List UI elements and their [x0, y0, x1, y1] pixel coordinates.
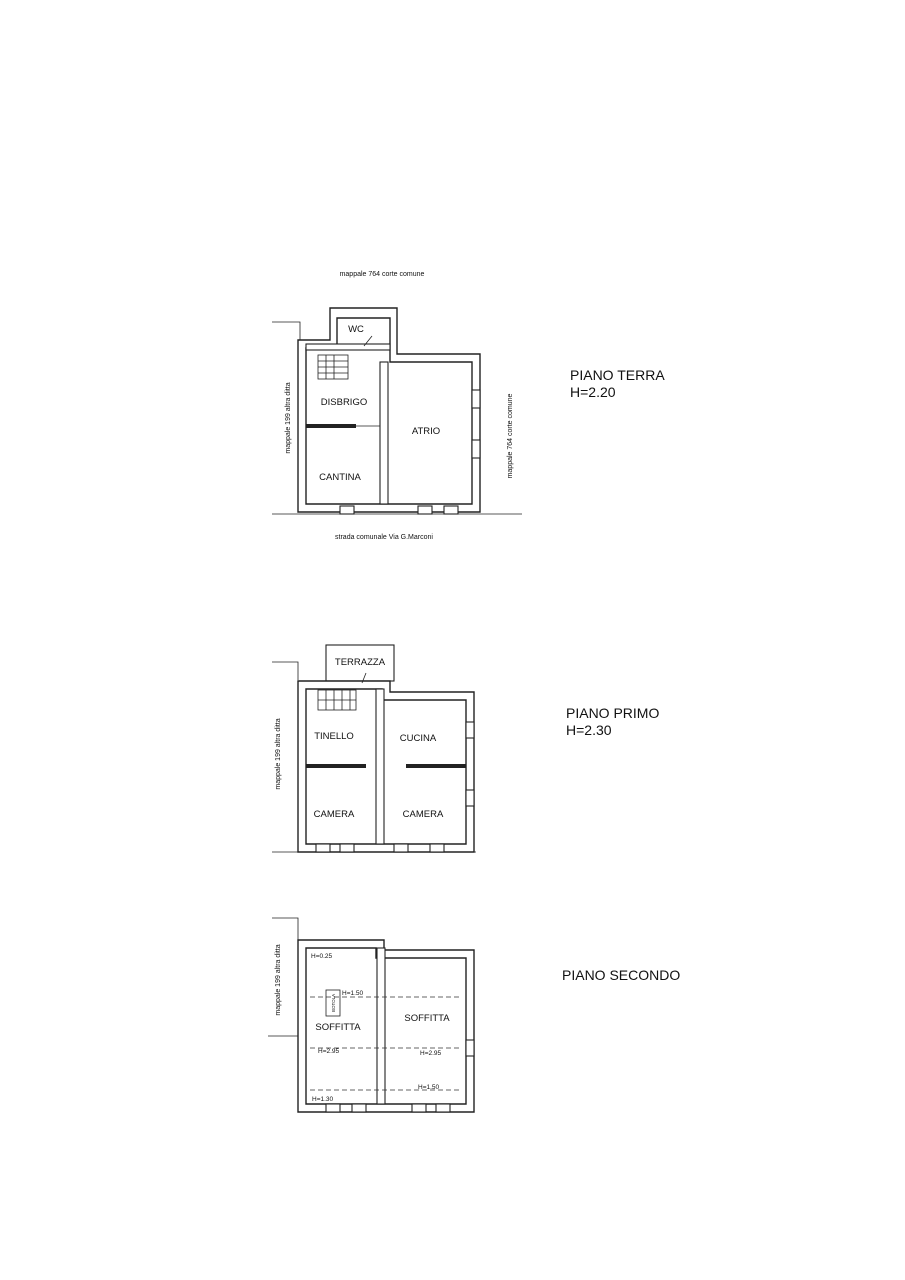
room-terrazza: TERRAZZA [334, 657, 386, 668]
first-inner-wall-left [306, 764, 366, 768]
room-disbrigo: DISBRIGO [320, 397, 368, 408]
room-cucina: CUCINA [399, 733, 437, 744]
ground-inner-wall-vertical [380, 362, 388, 504]
second-boundary-line [272, 918, 298, 940]
room-cantina: CANTINA [319, 472, 361, 483]
height-label-295-a: H=2.95 [318, 1048, 340, 1055]
room-camera-left: CAMERA [313, 809, 355, 820]
height-label-130: H=1.30 [312, 1096, 334, 1103]
room-camera-right: CAMERA [402, 809, 444, 820]
first-floor-title: PIANO PRIMO [566, 705, 660, 721]
first-left-note: mappale 199 altra ditta [275, 718, 282, 790]
ground-floor-height: H=2.20 [570, 384, 616, 400]
second-left-note: mappale 199 altra ditta [275, 944, 282, 1016]
room-tinello: TINELLO [314, 731, 354, 742]
ground-bottom-note: strada comunale Via G.Marconi [335, 534, 433, 541]
height-label-295-b: H=2.95 [420, 1050, 442, 1057]
ground-floor-plan [272, 271, 665, 541]
room-soffitta-left: SOFFITTA [315, 1022, 361, 1033]
second-windows [326, 1040, 474, 1112]
ground-inner-wall-horizontal [306, 424, 356, 428]
first-inner-wall-right [406, 764, 466, 768]
first-stairs-icon [318, 690, 356, 710]
first-boundary-line [272, 662, 298, 680]
ground-inner-wall-wc [306, 344, 390, 350]
room-atrio: ATRIO [411, 426, 441, 437]
ground-floor-title: PIANO TERRA [570, 367, 665, 383]
ground-boundary-line [272, 322, 300, 340]
second-floor-title: PIANO SECONDO [562, 967, 681, 983]
ground-top-note: mappale 764 corte comune [339, 271, 425, 278]
height-label-150-a: H=1.50 [342, 990, 364, 997]
room-wc: WC [348, 324, 364, 335]
height-label-150-b: H=1.50 [418, 1084, 440, 1091]
first-floor-plan [272, 645, 659, 852]
ground-left-note: mappale 199 altra ditta [285, 382, 292, 454]
ground-stairs-icon [318, 355, 348, 379]
second-inner-wall-vertical [377, 948, 385, 1104]
second-floor-plan [268, 918, 680, 1112]
first-floor-height: H=2.30 [566, 722, 612, 738]
height-label-025: H=0.25 [311, 953, 333, 960]
ground-right-note: mappale 764 corte comune [507, 393, 514, 479]
hatch-label: BOTOLA [331, 993, 336, 1012]
first-inner-wall-vertical [376, 689, 384, 844]
room-soffitta-right: SOFFITTA [404, 1013, 450, 1024]
